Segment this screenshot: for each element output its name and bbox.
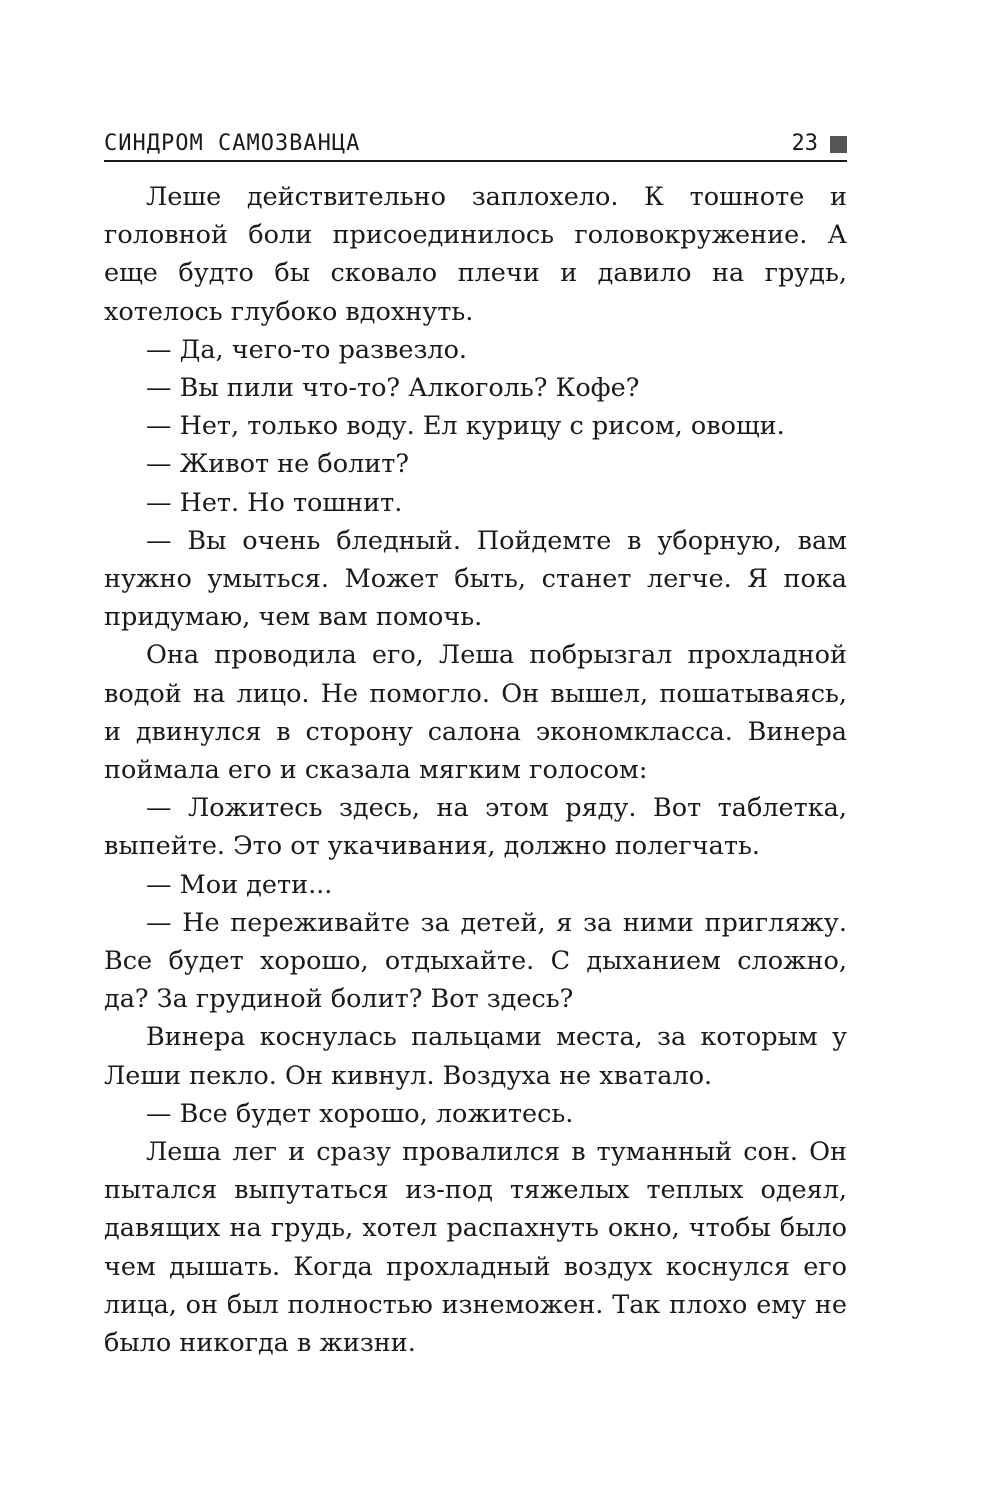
body-text bbox=[104, 178, 847, 1362]
paragraph: Леше действительно заплохело. К тошноте и головной боли присоединилось головокружение. А еще будто бы сковало плечи и давило на грудь, хотелось глубоко вдохнуть. bbox=[104, 182, 847, 327]
dialogue-line: — Живот не болит? bbox=[146, 449, 410, 480]
square-marker-icon bbox=[830, 136, 847, 153]
dialogue-line: — Вы очень бледный. Пойдемте в уборную, вам нужно умыться. Может быть, станет легче. Я пока придумаю, чем вам помочь. bbox=[104, 525, 847, 633]
dialogue-line: — Нет, только воду. Ел курицу с рисом, овощи. bbox=[146, 411, 785, 442]
paragraph: Она проводила его, Леша побрызгал прохладной водой на лицо. Не помогло. Он вышел, пошатываясь, и двинулся в сторону салона экономкласса. Винера поймала его и сказала мягким голосом: bbox=[104, 640, 847, 786]
page-number: 23 bbox=[791, 131, 818, 156]
dialogue-line: — Да, чего-то развезло. bbox=[146, 334, 468, 365]
dialogue-line: — Нет. Но тошнит. bbox=[146, 487, 403, 518]
page-number-block bbox=[792, 128, 848, 160]
dialogue-line: — Ложитесь здесь, на этом ряду. Вот таблетка, выпейте. Это от укачивания, должно полегчать. bbox=[104, 793, 847, 862]
dialogue-line: — Вы пили что-то? Алкоголь? Кофе? bbox=[146, 373, 640, 404]
book-title: СИНДРОМ САМОЗВАНЦА bbox=[104, 131, 361, 156]
dialogue-line: — Все будет хорошо, ложитесь. bbox=[146, 1098, 574, 1129]
paragraph: Леша лег и сразу провалился в туманный сон. Он пытался выпутаться из-под тяжелых теплых одеял, давящих на грудь, хотел распахнуть окно, чтобы было чем дышать. Когда прохладный воздух коснулся его лица, он был полностью изнеможен. Так плохо ему не было никогда в жизни. bbox=[104, 1137, 847, 1359]
dialogue-line: — Мои дети... bbox=[146, 869, 333, 900]
dialogue-line: — Не переживайте за детей, я за ними пригляжу. Все будет хорошо, отдыхайте. С дыханием сложно, да? За грудиной болит? Вот здесь? bbox=[104, 907, 847, 1015]
paragraph: Винера коснулась пальцами места, за которым у Леши пекло. Он кивнул. Воздуха не хватало. bbox=[104, 1022, 847, 1091]
running-header bbox=[104, 128, 847, 162]
